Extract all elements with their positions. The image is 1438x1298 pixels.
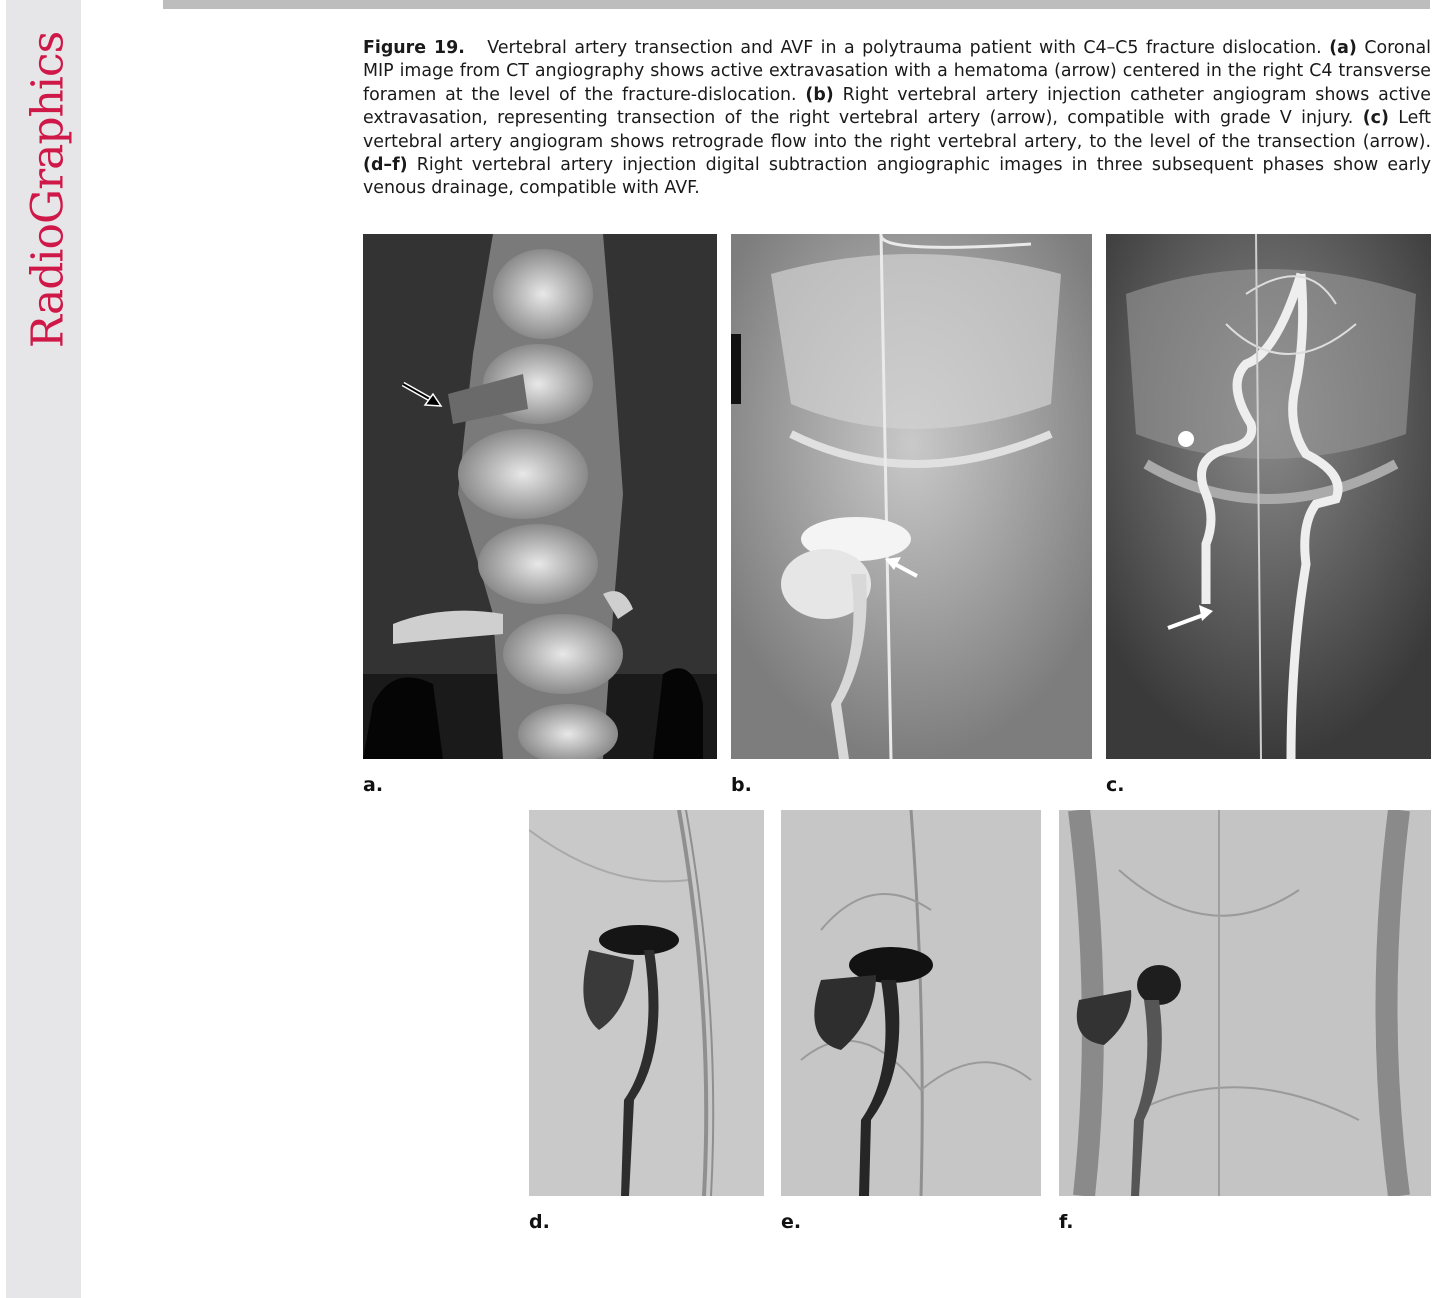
panel-d-dsa-image: [529, 810, 764, 1196]
caption-a-text: Coronal MIP image from CT angiography shows active extravasation with a hematoma (arrow) centered in the right C4 transverse foramen at the level of the fracture-dislocation.: [363, 38, 1432, 105]
caption-df-label: (d–f): [363, 155, 408, 176]
panel-f-dsa-image: [1059, 810, 1431, 1196]
figure-caption: [363, 37, 1431, 201]
journal-logo: [6, 0, 81, 400]
figure-label: Figure 19.: [363, 38, 465, 58]
caption-df-text: Right vertebral artery injection digital subtraction angiographic images in three subsequent phases show early venous drainage, compatible with AVF.: [363, 155, 1431, 199]
caption-b-text: Right vertebral artery injection catheter angiogram shows active extravasation, representing transection of the right vertebral artery (arrow), compatible with grade V injury.: [363, 84, 1432, 129]
panel-e-label: e.: [781, 1211, 802, 1233]
caption-b-label: (b): [805, 84, 834, 105]
panel-c-label: c.: [1106, 774, 1125, 796]
panel-a-ct-mip-image: [363, 234, 717, 759]
panel-a-label: a.: [363, 774, 384, 796]
caption-c-text: Left vertebral artery angiogram shows retrograde flow into the right vertebral artery, to the level of the transection (arrow).: [363, 108, 1431, 152]
panel-d-label: d.: [529, 1211, 550, 1233]
panel-f-label: f.: [1059, 1211, 1074, 1233]
caption-a-label: (a): [1329, 38, 1357, 58]
panel-c-angiogram-image: [1106, 234, 1431, 759]
caption-intro: Vertebral artery transection and AVF in a polytrauma patient with C4–C5 fracture dislocation.: [487, 38, 1322, 58]
panel-b-angiogram-image: [731, 234, 1092, 759]
panel-b-label: b.: [731, 774, 752, 796]
journal-name: RadioGraphics: [22, 31, 74, 349]
header-rule: [163, 0, 1430, 9]
caption-c-label: (c): [1362, 108, 1389, 129]
panel-e-dsa-image: [781, 810, 1041, 1196]
